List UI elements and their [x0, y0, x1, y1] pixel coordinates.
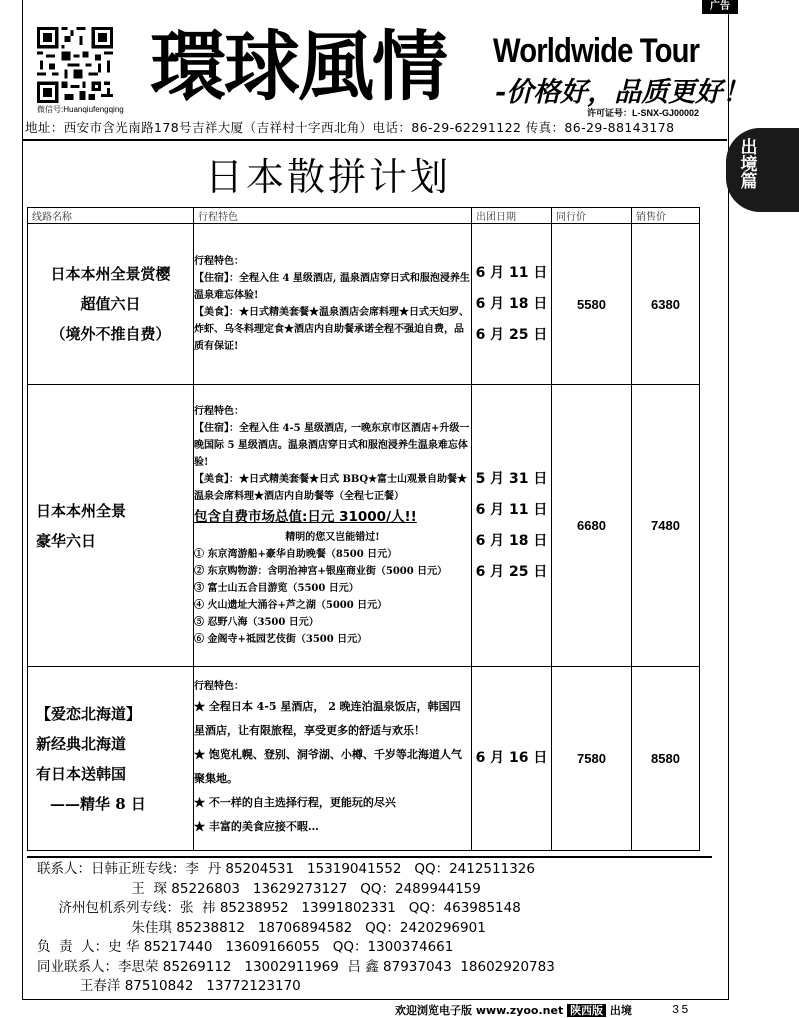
- departure-date: 6 月 25 日: [475, 563, 548, 580]
- footer-edition-mark: 陕西版: [567, 1004, 606, 1017]
- sale-price: 8580: [632, 667, 700, 851]
- col-header-dates: 出团日期: [472, 208, 552, 224]
- route-line: 豪华六日: [36, 531, 97, 550]
- contact-line: 王春洋 87510842 13772123170: [37, 978, 301, 994]
- feature-line: ★ 全程日本 4-5 星酒店， 2 晚连泊温泉饭店，韩国四星酒店，让有限旅程，享受更多的舒适与欢乐！: [194, 700, 461, 737]
- contact-line: 同业联系人：李思荣 85269112 13002911969 吕 鑫 87937043 18602920783: [37, 958, 555, 975]
- contact-list: [37, 860, 555, 997]
- peer-price: 6680: [552, 385, 632, 667]
- feature-line: 【住宿】：全程入住 4-5 星级酒店, 一晚东京市区酒店+升级一晚国际 5 星级酒店。温泉酒店穿日式和服泡浸养生温泉难忘体验!: [194, 423, 470, 468]
- departure-date: 6 月 16 日: [475, 750, 548, 766]
- departure-date: 6 月 11 日: [475, 501, 548, 518]
- contact-line: 朱佳琪 85238812 18706894582 QQ：2420296901: [37, 919, 486, 936]
- route-name: [28, 667, 194, 851]
- sale-price: 7480: [632, 385, 700, 667]
- optional-tour-item: ⑤ 忍野八海（3500 日元）: [194, 617, 319, 628]
- footer: [395, 1002, 632, 1018]
- feature-line: 行程特色：: [194, 406, 244, 417]
- feature-line: ★ 丰富的美食应接不暇…: [194, 820, 319, 833]
- optional-tour-item: ⑥ 金阁寺+祗园艺伎街（3500 日元）: [194, 634, 368, 645]
- feature-line: 行程特色：: [194, 256, 244, 267]
- route-line: 新经典北海道: [36, 734, 127, 753]
- address-line: 地址：西安市含光南路178号吉祥大厦（吉祥村十字西北角）电话：86-29-62291122 传真：86-29-88143178: [25, 120, 675, 135]
- route-name: [28, 224, 194, 385]
- table-header-row: [28, 208, 700, 224]
- footer-section: 出境: [609, 1004, 632, 1017]
- departure-dates: [472, 667, 552, 851]
- page-number: 35: [672, 1003, 691, 1017]
- route-features: [194, 224, 472, 385]
- route-features: [194, 667, 472, 851]
- col-header-features: 行程特色: [194, 208, 472, 224]
- table-row: [28, 667, 700, 851]
- contact-line: 济州包机系列专线：张 祎 85238952 13991802331 QQ：463985148: [37, 900, 521, 916]
- table-row: [28, 385, 700, 667]
- feature-line: ★ 不一样的自主选择行程，更能玩的尽兴: [194, 796, 396, 809]
- section-tab-label: 出境篇: [740, 138, 758, 192]
- departure-date: 6 月 18 日: [475, 532, 548, 549]
- departure-date: 6 月 18 日: [475, 295, 548, 312]
- footer-site-text[interactable]: 欢迎浏览电子版 www.zyoo.net: [395, 1004, 564, 1017]
- brand-english: Worldwide Tour: [493, 32, 700, 70]
- peer-price: 7580: [552, 667, 632, 851]
- tour-table: [27, 207, 700, 851]
- col-header-route: 线路名称: [28, 208, 194, 224]
- col-header-peer-price: 同行价: [552, 208, 632, 224]
- feature-line: ★ 饱览札幌、登别、洞爷湖、小樽、千岁等北海道人气聚集地。: [194, 748, 462, 785]
- brand-chinese: 環球風情: [150, 22, 446, 111]
- route-line: ——精华 8 日: [50, 794, 146, 813]
- route-line: （境外不推自费）: [50, 325, 171, 343]
- peer-price: 5580: [552, 224, 632, 385]
- departure-dates: [472, 224, 552, 385]
- route-line: 日本本州全景赏樱: [50, 265, 171, 283]
- header-divider: [22, 139, 727, 141]
- contacts-divider: [27, 856, 712, 858]
- qr-label: 微信号:Huanqiufengqing: [37, 105, 124, 114]
- col-header-sale-price: 销售价: [632, 208, 700, 224]
- feature-line: 行程特色：: [194, 681, 244, 692]
- optional-tour-subtitle: 精明的您又岂能错过!: [285, 532, 380, 543]
- contact-line: 王 琛 85226803 13629273127 QQ：2489944159: [37, 880, 481, 897]
- license-number: 许可证号：L-SNX-GJ00002: [587, 108, 700, 118]
- ad-badge: 广告: [702, 0, 738, 14]
- departure-date: 6 月 11 日: [475, 264, 548, 281]
- route-name: [28, 385, 194, 667]
- route-features: [194, 385, 472, 667]
- feature-line: 【住宿】：全程入住 4 星级酒店, 温泉酒店穿日式和服泡浸养生温泉难忘体验!: [194, 273, 470, 301]
- route-line: 有日本送韩国: [36, 764, 127, 783]
- qr-code: [37, 27, 113, 103]
- optional-tour-item: ① 东京湾游船+豪华自助晚餐（8500 日元）: [194, 549, 398, 560]
- route-line: 日本本州全景: [36, 501, 127, 520]
- sale-price: 6380: [632, 224, 700, 385]
- route-line: 超值六日: [80, 295, 141, 313]
- table-row: [28, 224, 700, 385]
- contact-line: 负 责 人：史 华 85217440 13609166055 QQ：1300374661: [37, 939, 454, 955]
- departure-date: 5 月 31 日: [475, 470, 548, 487]
- optional-tour-item: ③ 富士山五合目游览（5500 日元）: [194, 583, 359, 594]
- optional-tour-highlight: 包含自费市场总值:日元 31000/人!!: [194, 509, 417, 525]
- departure-date: 6 月 25 日: [475, 326, 548, 343]
- contact-line: 联系人：日韩正班专线：李 丹 85204531 15319041552 QQ：2412511326: [37, 861, 535, 877]
- optional-tour-item: ② 东京购物游：含明治神宫+银座商业街（5000 日元）: [194, 566, 448, 577]
- optional-tour-item: ④ 火山遗址大涌谷+芦之湖（5000 日元）: [194, 600, 388, 611]
- feature-line: 【美食】：★日式精美套餐★温泉酒店会席料理★日式天妇罗、炸虾、乌冬料理定食★酒店内自助餐承诺全程不强迫自费，品质有保证!: [194, 307, 469, 352]
- departure-dates: [472, 385, 552, 667]
- feature-line: 【美食】：★日式精美套餐★日式 BBQ★富士山观景自助餐★温泉会席料理★酒店内自助餐等（全程七正餐）: [194, 474, 468, 502]
- route-line: 【爱恋北海道】: [36, 704, 142, 723]
- page-title: 日本散拼计划: [205, 155, 452, 199]
- brand-slogan: -价格好，品质更好！: [495, 77, 750, 108]
